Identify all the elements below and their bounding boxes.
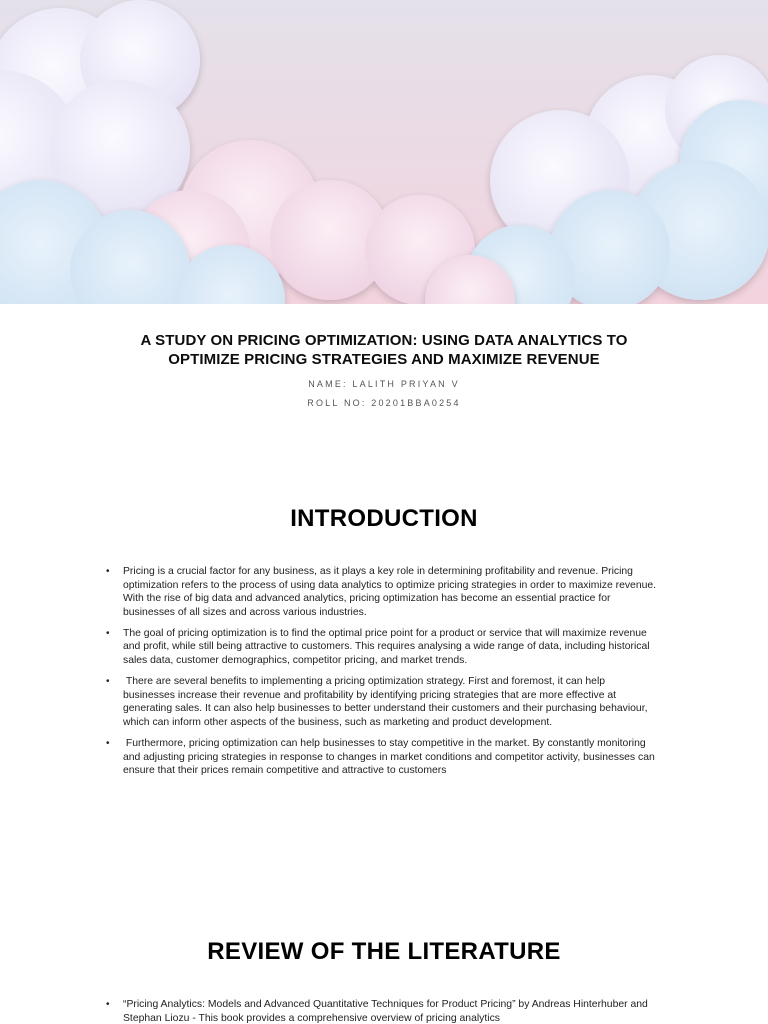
list-item bbox=[106, 565, 659, 619]
cloud-banner-image bbox=[0, 0, 768, 304]
literature-review-heading: REVIEW OF THE LITERATURE bbox=[207, 938, 561, 965]
list-item bbox=[106, 627, 659, 668]
bullet-icon: • bbox=[106, 676, 110, 688]
bullet-icon: • bbox=[106, 738, 110, 750]
bullet-icon: • bbox=[106, 566, 110, 577]
literature-review-bullet-list bbox=[106, 998, 659, 1024]
introduction-heading: INTRODUCTION bbox=[290, 505, 478, 532]
cloud-illustration bbox=[0, 0, 768, 304]
roll-number: ROLL NO: 20201BBA0254 bbox=[307, 398, 461, 408]
introduction-bullet-list bbox=[106, 565, 659, 785]
title-line-2: OPTIMIZE PRICING STRATEGIES AND MAXIMIZE REVENUE bbox=[168, 351, 600, 368]
list-item bbox=[106, 998, 659, 1024]
bullet-text: The goal of pricing optimization is to find the optimal price point for a product or service that will maximize revenue and profit, while still being attractive to customers. This requires analysing a wide range of data, including historical sales data, customer demographics, competitor pricing, and market trends. bbox=[123, 627, 650, 667]
bullet-icon: • bbox=[106, 627, 110, 639]
document-title bbox=[60, 331, 708, 369]
bullet-text: Furthermore, pricing optimization can help businesses to stay competitive in the market. By constantly monitoring and adjusting pricing strategies in response to changes in market conditions and competitor activity, businesses can ensure that their prices remain competitive and attractive to customers bbox=[123, 738, 658, 777]
bullet-icon: • bbox=[106, 999, 110, 1010]
bullet-text: There are several benefits to implementing a pricing optimization strategy. First and foremost, it can help businesses increase their revenue and profitability by identifying pricing strategies that are more effective at generating sales. It can also help businesses to better understand their customers and their purchasing behaviour, which can inform other aspects of the business, such as marketing and product development. bbox=[123, 676, 651, 728]
list-item bbox=[106, 675, 659, 729]
list-item bbox=[106, 737, 659, 778]
bullet-text: “Pricing Analytics: Models and Advanced Quantitative Techniques for Product Pricing” by Andreas Hinterhuber and Stephan Liozu - This book provides a comprehensive overview of pricing analytics bbox=[123, 999, 648, 1024]
author-name: NAME: LALITH PRIYAN V bbox=[308, 379, 460, 389]
title-line-1: A STUDY ON PRICING OPTIMIZATION: USING DATA ANALYTICS TO bbox=[140, 332, 628, 349]
bullet-text: Pricing is a crucial factor for any business, as it plays a key role in determining profitability and revenue. Pricing optimization refers to the process of using data analytics to optimize pricing strategies in order to maximize revenue. With the rise of big data and advanced analytics, pricing optimization has become an essential practice for businesses of all sizes and across various industries. bbox=[123, 566, 657, 618]
